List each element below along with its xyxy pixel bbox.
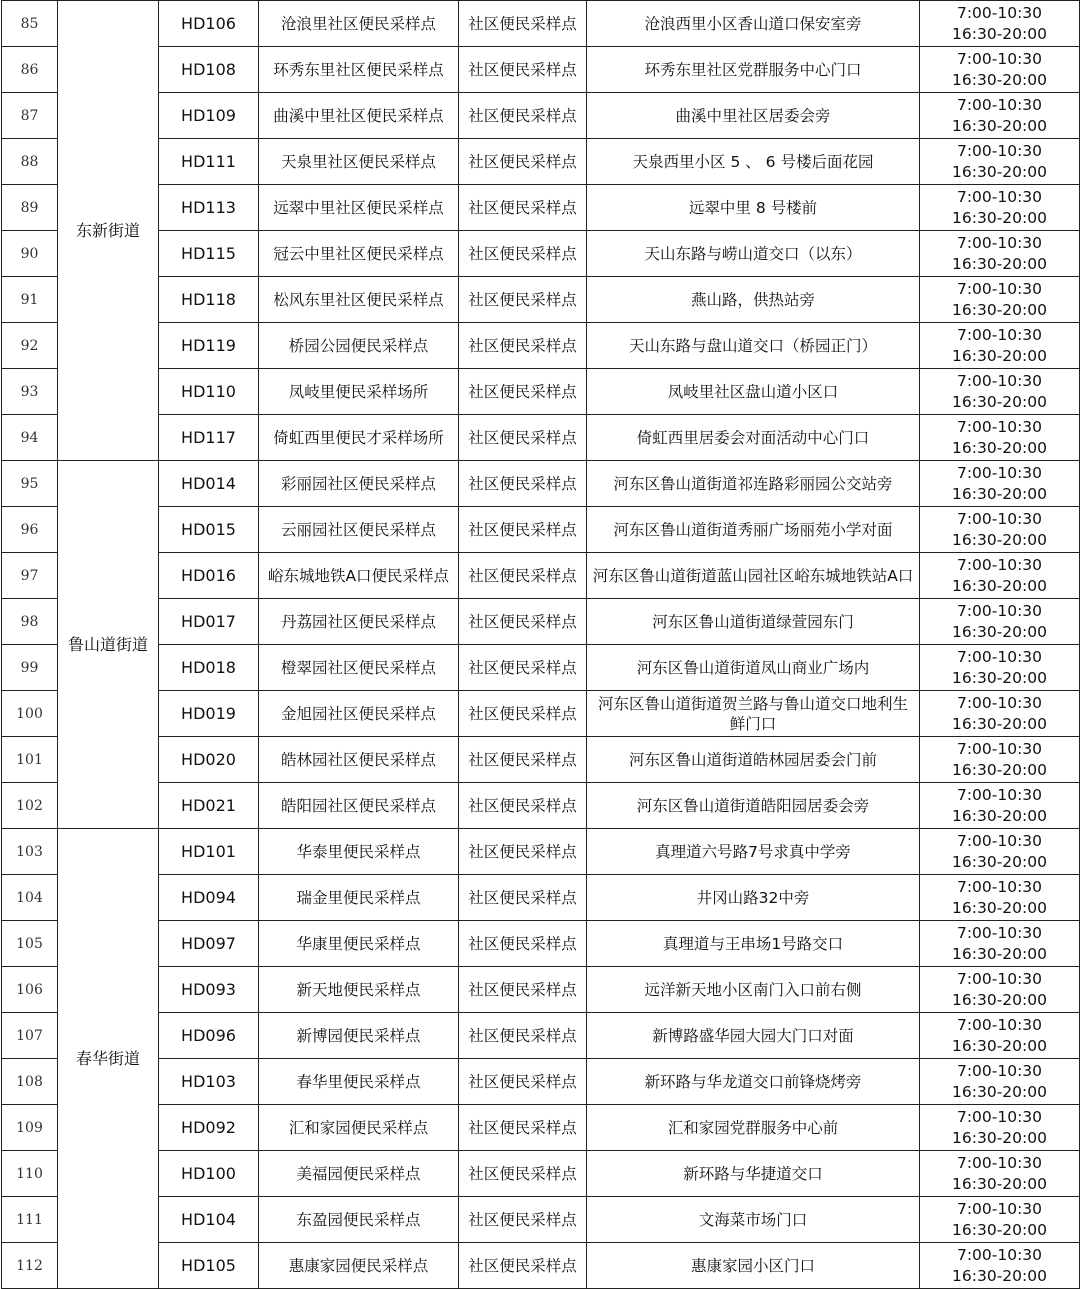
sampling-hours-cell	[920, 737, 1080, 783]
site-address-cell: 汇和家园党群服务中心前	[587, 1105, 920, 1151]
site-code-cell: HD113	[159, 185, 259, 231]
evening-hours: 16:30-20:00	[952, 714, 1047, 733]
site-code-cell: HD017	[159, 599, 259, 645]
site-address-cell: 真理道六号路7号求真中学旁	[587, 829, 920, 875]
site-code-cell: HD119	[159, 323, 259, 369]
site-name-cell: 金旭园社区便民采样点	[259, 691, 459, 737]
morning-hours: 7:00-10:30	[956, 279, 1043, 298]
morning-hours: 7:00-10:30	[956, 1245, 1043, 1264]
site-name-cell: 汇和家园便民采样点	[259, 1105, 459, 1151]
table-row	[2, 875, 1080, 921]
sampling-hours-cell	[920, 1151, 1080, 1197]
morning-hours: 7:00-10:30	[956, 1153, 1043, 1172]
row-number-cell: 109	[2, 1105, 58, 1151]
table-row	[2, 1105, 1080, 1151]
site-address-cell: 新环路与华捷道交口	[587, 1151, 920, 1197]
table-row	[2, 553, 1080, 599]
morning-hours: 7:00-10:30	[956, 1107, 1043, 1126]
site-code-cell: HD110	[159, 369, 259, 415]
evening-hours: 16:30-20:00	[952, 70, 1047, 89]
site-type-cell: 社区便民采样点	[459, 323, 587, 369]
table-row	[2, 139, 1080, 185]
morning-hours: 7:00-10:30	[956, 647, 1043, 666]
evening-hours: 16:30-20:00	[952, 760, 1047, 779]
table-row	[2, 47, 1080, 93]
site-address-cell: 河东区鲁山道街道皓阳园居委会旁	[587, 783, 920, 829]
site-code-cell: HD109	[159, 93, 259, 139]
site-address-cell: 河东区鲁山道街道皓林园居委会门前	[587, 737, 920, 783]
table-row	[2, 645, 1080, 691]
site-code-cell: HD096	[159, 1013, 259, 1059]
site-type-cell: 社区便民采样点	[459, 737, 587, 783]
site-code-cell: HD018	[159, 645, 259, 691]
site-code-cell: HD118	[159, 277, 259, 323]
morning-hours: 7:00-10:30	[956, 555, 1043, 574]
site-address-cell: 倚虹西里居委会对面活动中心门口	[587, 415, 920, 461]
row-number-cell: 91	[2, 277, 58, 323]
sampling-hours-cell	[920, 1197, 1080, 1243]
evening-hours: 16:30-20:00	[952, 622, 1047, 641]
row-number-cell: 108	[2, 1059, 58, 1105]
sampling-hours-cell	[920, 1, 1080, 47]
site-code-cell: HD106	[159, 1, 259, 47]
table-row	[2, 1013, 1080, 1059]
site-address-cell: 河东区鲁山道街道凤山商业广场内	[587, 645, 920, 691]
site-address-cell: 曲溪中里社区居委会旁	[587, 93, 920, 139]
site-name-cell: 丹荔园社区便民采样点	[259, 599, 459, 645]
site-name-cell: 春华里便民采样点	[259, 1059, 459, 1105]
site-address-cell: 真理道与王串场1号路交口	[587, 921, 920, 967]
sampling-hours-cell	[920, 185, 1080, 231]
row-number-cell: 103	[2, 829, 58, 875]
site-type-cell: 社区便民采样点	[459, 415, 587, 461]
site-address-cell: 河东区鲁山道街道蓝山园社区峪东城地铁站A口	[587, 553, 920, 599]
row-number-cell: 110	[2, 1151, 58, 1197]
site-address-cell: 河东区鲁山道街道秀丽广场丽苑小学对面	[587, 507, 920, 553]
morning-hours: 7:00-10:30	[956, 463, 1043, 482]
site-code-cell: HD117	[159, 415, 259, 461]
site-code-cell: HD014	[159, 461, 259, 507]
site-type-cell: 社区便民采样点	[459, 921, 587, 967]
street-cell: 春华街道	[58, 829, 159, 1289]
site-code-cell: HD093	[159, 967, 259, 1013]
row-number-cell: 86	[2, 47, 58, 93]
morning-hours: 7:00-10:30	[956, 1061, 1043, 1080]
site-name-cell: 新博园便民采样点	[259, 1013, 459, 1059]
table-row	[2, 231, 1080, 277]
row-number-cell: 111	[2, 1197, 58, 1243]
table-row	[2, 1059, 1080, 1105]
morning-hours: 7:00-10:30	[956, 95, 1043, 114]
row-number-cell: 87	[2, 93, 58, 139]
evening-hours: 16:30-20:00	[952, 162, 1047, 181]
sampling-hours-cell	[920, 415, 1080, 461]
morning-hours: 7:00-10:30	[956, 831, 1043, 850]
sampling-hours-cell	[920, 507, 1080, 553]
evening-hours: 16:30-20:00	[952, 300, 1047, 319]
row-number-cell: 104	[2, 875, 58, 921]
evening-hours: 16:30-20:00	[952, 1266, 1047, 1285]
evening-hours: 16:30-20:00	[952, 852, 1047, 871]
sampling-hours-cell	[920, 645, 1080, 691]
site-name-cell: 华康里便民采样点	[259, 921, 459, 967]
site-name-cell: 华泰里便民采样点	[259, 829, 459, 875]
site-name-cell: 橙翠园社区便民采样点	[259, 645, 459, 691]
street-cell: 东新街道	[58, 1, 159, 461]
morning-hours: 7:00-10:30	[956, 601, 1043, 620]
row-number-cell: 95	[2, 461, 58, 507]
sampling-hours-cell	[920, 829, 1080, 875]
site-type-cell: 社区便民采样点	[459, 829, 587, 875]
evening-hours: 16:30-20:00	[952, 990, 1047, 1009]
table-row	[2, 829, 1080, 875]
site-type-cell: 社区便民采样点	[459, 507, 587, 553]
sampling-hours-cell	[920, 323, 1080, 369]
row-number-cell: 85	[2, 1, 58, 47]
site-name-cell: 远翠中里社区便民采样点	[259, 185, 459, 231]
morning-hours: 7:00-10:30	[956, 325, 1043, 344]
site-type-cell: 社区便民采样点	[459, 875, 587, 921]
evening-hours: 16:30-20:00	[952, 116, 1047, 135]
site-code-cell: HD015	[159, 507, 259, 553]
address-line: 鲜门口	[729, 714, 777, 733]
evening-hours: 16:30-20:00	[952, 668, 1047, 687]
sampling-hours-cell	[920, 93, 1080, 139]
site-address-cell: 远翠中里 8 号楼前	[587, 185, 920, 231]
morning-hours: 7:00-10:30	[956, 877, 1043, 896]
morning-hours: 7:00-10:30	[956, 371, 1043, 390]
sampling-hours-cell	[920, 783, 1080, 829]
morning-hours: 7:00-10:30	[956, 141, 1043, 160]
table-row	[2, 691, 1080, 737]
site-type-cell: 社区便民采样点	[459, 1013, 587, 1059]
row-number-cell: 90	[2, 231, 58, 277]
site-type-cell: 社区便民采样点	[459, 47, 587, 93]
evening-hours: 16:30-20:00	[952, 944, 1047, 963]
sampling-hours-cell	[920, 875, 1080, 921]
site-address-cell: 河东区鲁山道街道绿萱园东门	[587, 599, 920, 645]
sampling-hours-cell	[920, 967, 1080, 1013]
site-code-cell: HD104	[159, 1197, 259, 1243]
morning-hours: 7:00-10:30	[956, 233, 1043, 252]
site-address-cell: 燕山路，供热站旁	[587, 277, 920, 323]
table-row	[2, 599, 1080, 645]
morning-hours: 7:00-10:30	[956, 417, 1043, 436]
table-row	[2, 921, 1080, 967]
row-number-cell: 107	[2, 1013, 58, 1059]
site-address-cell: 文海菜市场门口	[587, 1197, 920, 1243]
sampling-hours-cell	[920, 231, 1080, 277]
table-row	[2, 1197, 1080, 1243]
table-row	[2, 1151, 1080, 1197]
site-code-cell: HD016	[159, 553, 259, 599]
evening-hours: 16:30-20:00	[952, 254, 1047, 273]
site-code-cell: HD092	[159, 1105, 259, 1151]
site-type-cell: 社区便民采样点	[459, 369, 587, 415]
evening-hours: 16:30-20:00	[952, 898, 1047, 917]
site-name-cell: 环秀东里社区便民采样点	[259, 47, 459, 93]
site-type-cell: 社区便民采样点	[459, 1151, 587, 1197]
site-type-cell: 社区便民采样点	[459, 1197, 587, 1243]
evening-hours: 16:30-20:00	[952, 392, 1047, 411]
table-row	[2, 1243, 1080, 1289]
table-body	[2, 1, 1080, 1289]
row-number-cell: 101	[2, 737, 58, 783]
row-number-cell: 92	[2, 323, 58, 369]
evening-hours: 16:30-20:00	[952, 530, 1047, 549]
table-row	[2, 185, 1080, 231]
sampling-hours-cell	[920, 277, 1080, 323]
row-number-cell: 93	[2, 369, 58, 415]
site-address-cell: 天山东路与盘山道交口（桥园正门）	[587, 323, 920, 369]
site-code-cell: HD115	[159, 231, 259, 277]
site-type-cell: 社区便民采样点	[459, 93, 587, 139]
site-code-cell: HD019	[159, 691, 259, 737]
sampling-hours-cell	[920, 1243, 1080, 1289]
site-name-cell: 沧浪里社区便民采样点	[259, 1, 459, 47]
evening-hours: 16:30-20:00	[952, 346, 1047, 365]
site-type-cell: 社区便民采样点	[459, 1243, 587, 1289]
table-row	[2, 783, 1080, 829]
sampling-hours-cell	[920, 691, 1080, 737]
evening-hours: 16:30-20:00	[952, 1174, 1047, 1193]
sampling-hours-cell	[920, 1105, 1080, 1151]
row-number-cell: 94	[2, 415, 58, 461]
site-type-cell: 社区便民采样点	[459, 277, 587, 323]
site-address-cell: 新环路与华龙道交口前锋烧烤旁	[587, 1059, 920, 1105]
site-name-cell: 曲溪中里社区便民采样点	[259, 93, 459, 139]
sampling-hours-cell	[920, 553, 1080, 599]
evening-hours: 16:30-20:00	[952, 1220, 1047, 1239]
morning-hours: 7:00-10:30	[956, 509, 1043, 528]
site-code-cell: HD105	[159, 1243, 259, 1289]
table-row	[2, 323, 1080, 369]
morning-hours: 7:00-10:30	[956, 1199, 1043, 1218]
address-line: 河东区鲁山道街道贺兰路与鲁山道交口地利生	[597, 694, 908, 713]
table-row	[2, 277, 1080, 323]
site-name-cell: 美福园便民采样点	[259, 1151, 459, 1197]
sampling-hours-cell	[920, 1013, 1080, 1059]
site-address-cell: 天山东路与崂山道交口（以东）	[587, 231, 920, 277]
table-row	[2, 1, 1080, 47]
evening-hours: 16:30-20:00	[952, 208, 1047, 227]
sampling-hours-cell	[920, 47, 1080, 93]
site-name-cell: 冠云中里社区便民采样点	[259, 231, 459, 277]
site-name-cell: 倚虹西里便民才采样场所	[259, 415, 459, 461]
row-number-cell: 97	[2, 553, 58, 599]
row-number-cell: 112	[2, 1243, 58, 1289]
row-number-cell: 88	[2, 139, 58, 185]
site-name-cell: 彩丽园社区便民采样点	[259, 461, 459, 507]
row-number-cell: 99	[2, 645, 58, 691]
site-name-cell: 天泉里社区便民采样点	[259, 139, 459, 185]
site-type-cell: 社区便民采样点	[459, 967, 587, 1013]
site-type-cell: 社区便民采样点	[459, 1105, 587, 1151]
site-name-cell: 皓阳园社区便民采样点	[259, 783, 459, 829]
evening-hours: 16:30-20:00	[952, 1082, 1047, 1101]
morning-hours: 7:00-10:30	[956, 923, 1043, 942]
site-name-cell: 瑞金里便民采样点	[259, 875, 459, 921]
row-number-cell: 105	[2, 921, 58, 967]
site-type-cell: 社区便民采样点	[459, 1, 587, 47]
site-name-cell: 新天地便民采样点	[259, 967, 459, 1013]
table-row	[2, 967, 1080, 1013]
site-code-cell: HD100	[159, 1151, 259, 1197]
site-address-cell: 环秀东里社区党群服务中心门口	[587, 47, 920, 93]
table-row	[2, 93, 1080, 139]
site-name-cell: 东盈园便民采样点	[259, 1197, 459, 1243]
sampling-hours-cell	[920, 461, 1080, 507]
row-number-cell: 96	[2, 507, 58, 553]
site-type-cell: 社区便民采样点	[459, 691, 587, 737]
sampling-hours-cell	[920, 369, 1080, 415]
site-code-cell: HD021	[159, 783, 259, 829]
site-address-cell: 河东区鲁山道街道祁连路彩丽园公交站旁	[587, 461, 920, 507]
site-name-cell: 峪东城地铁A口便民采样点	[259, 553, 459, 599]
site-name-cell: 凤岐里便民采样场所	[259, 369, 459, 415]
site-type-cell: 社区便民采样点	[459, 783, 587, 829]
site-code-cell: HD020	[159, 737, 259, 783]
morning-hours: 7:00-10:30	[956, 785, 1043, 804]
morning-hours: 7:00-10:30	[956, 693, 1043, 712]
morning-hours: 7:00-10:30	[956, 969, 1043, 988]
sampling-hours-cell	[920, 1059, 1080, 1105]
evening-hours: 16:30-20:00	[952, 1036, 1047, 1055]
sampling-hours-cell	[920, 139, 1080, 185]
site-address-cell: 井冈山路32中旁	[587, 875, 920, 921]
evening-hours: 16:30-20:00	[952, 576, 1047, 595]
row-number-cell: 98	[2, 599, 58, 645]
site-address-cell: 远洋新天地小区南门入口前右侧	[587, 967, 920, 1013]
evening-hours: 16:30-20:00	[952, 24, 1047, 43]
site-name-cell: 桥园公园便民采样点	[259, 323, 459, 369]
site-code-cell: HD108	[159, 47, 259, 93]
site-type-cell: 社区便民采样点	[459, 553, 587, 599]
morning-hours: 7:00-10:30	[956, 3, 1043, 22]
evening-hours: 16:30-20:00	[952, 806, 1047, 825]
row-number-cell: 102	[2, 783, 58, 829]
morning-hours: 7:00-10:30	[956, 187, 1043, 206]
table-row	[2, 369, 1080, 415]
sampling-hours-cell	[920, 921, 1080, 967]
site-name-cell: 皓林园社区便民采样点	[259, 737, 459, 783]
site-address-cell	[587, 691, 920, 737]
row-number-cell: 89	[2, 185, 58, 231]
site-address-cell: 惠康家园小区门口	[587, 1243, 920, 1289]
site-type-cell: 社区便民采样点	[459, 461, 587, 507]
site-address-cell: 沧浪西里小区香山道口保安室旁	[587, 1, 920, 47]
site-address-cell: 新博路盛华园大园大门口对面	[587, 1013, 920, 1059]
site-code-cell: HD097	[159, 921, 259, 967]
morning-hours: 7:00-10:30	[956, 1015, 1043, 1034]
site-code-cell: HD094	[159, 875, 259, 921]
site-code-cell: HD103	[159, 1059, 259, 1105]
site-type-cell: 社区便民采样点	[459, 185, 587, 231]
row-number-cell: 100	[2, 691, 58, 737]
site-type-cell: 社区便民采样点	[459, 1059, 587, 1105]
sampling-sites-table	[1, 0, 1080, 1289]
site-address-cell: 天泉西里小区 5 、 6 号楼后面花园	[587, 139, 920, 185]
evening-hours: 16:30-20:00	[952, 484, 1047, 503]
table-row	[2, 415, 1080, 461]
table-row	[2, 507, 1080, 553]
table-row	[2, 737, 1080, 783]
site-type-cell: 社区便民采样点	[459, 231, 587, 277]
site-code-cell: HD111	[159, 139, 259, 185]
site-name-cell: 松风东里社区便民采样点	[259, 277, 459, 323]
site-code-cell: HD101	[159, 829, 259, 875]
row-number-cell: 106	[2, 967, 58, 1013]
site-type-cell: 社区便民采样点	[459, 645, 587, 691]
morning-hours: 7:00-10:30	[956, 49, 1043, 68]
morning-hours: 7:00-10:30	[956, 739, 1043, 758]
site-type-cell: 社区便民采样点	[459, 599, 587, 645]
evening-hours: 16:30-20:00	[952, 1128, 1047, 1147]
site-type-cell: 社区便民采样点	[459, 139, 587, 185]
street-cell: 鲁山道街道	[58, 461, 159, 829]
site-address-cell: 凤岐里社区盘山道小区口	[587, 369, 920, 415]
table-row	[2, 461, 1080, 507]
site-name-cell: 云丽园社区便民采样点	[259, 507, 459, 553]
evening-hours: 16:30-20:00	[952, 438, 1047, 457]
site-name-cell: 惠康家园便民采样点	[259, 1243, 459, 1289]
sampling-hours-cell	[920, 599, 1080, 645]
